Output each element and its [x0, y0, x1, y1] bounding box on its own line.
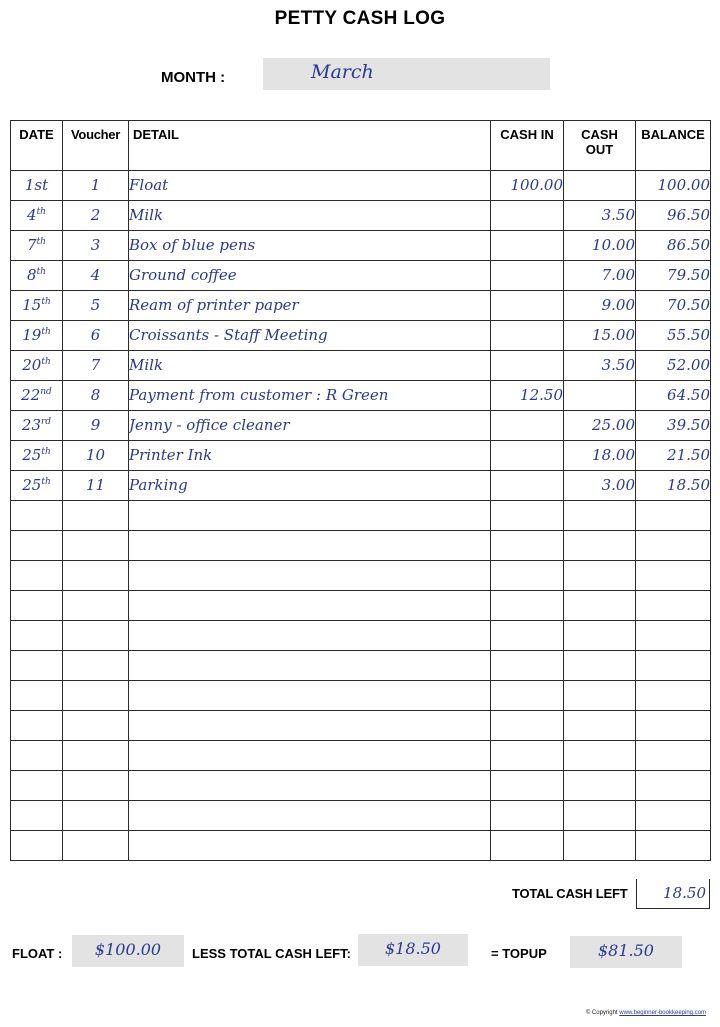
- cash-out-cell[interactable]: [564, 801, 636, 831]
- detail-cell[interactable]: [129, 531, 491, 561]
- cash-in-cell[interactable]: [491, 801, 564, 831]
- cash-in-cell[interactable]: [491, 441, 564, 471]
- copyright-text: © Copyright: [585, 1010, 618, 1016]
- date-cell[interactable]: [11, 171, 63, 201]
- date-cell[interactable]: [11, 591, 63, 621]
- table-row: [11, 741, 711, 771]
- date-day: 7: [27, 236, 37, 254]
- date-cell[interactable]: [11, 801, 63, 831]
- date-cell[interactable]: [11, 351, 63, 381]
- total-cash-left-value[interactable]: 18.50: [636, 879, 710, 909]
- month-label: MONTH :: [161, 69, 226, 86]
- cash-out-cell[interactable]: 7.00: [564, 261, 636, 291]
- date-suffix: rd: [41, 417, 52, 427]
- table-row: [11, 381, 711, 411]
- detail-cell[interactable]: [129, 621, 491, 651]
- balance-cell[interactable]: [636, 801, 711, 831]
- cash-in-cell[interactable]: [491, 471, 564, 501]
- detail-cell[interactable]: Jenny - office cleaner: [129, 411, 491, 441]
- balance-cell[interactable]: 21.50: [636, 441, 711, 471]
- cash-in-cell[interactable]: [491, 621, 564, 651]
- detail-cell[interactable]: Payment from customer : R Green: [129, 381, 491, 411]
- detail-cell[interactable]: [129, 651, 491, 681]
- copyright-notice: [586, 1010, 706, 1016]
- cash-in-cell[interactable]: [491, 291, 564, 321]
- petty-cash-table: [10, 120, 711, 861]
- cash-out-cell[interactable]: 15.00: [564, 321, 636, 351]
- less-total-cash-left-value[interactable]: $18.50: [358, 934, 468, 966]
- table-row: [11, 591, 711, 621]
- voucher-cell[interactable]: 8: [63, 381, 129, 411]
- table-row: [11, 711, 711, 741]
- voucher-cell[interactable]: 2: [63, 201, 129, 231]
- table-row: [11, 801, 711, 831]
- cash-in-cell[interactable]: [491, 651, 564, 681]
- cash-out-cell[interactable]: [564, 621, 636, 651]
- voucher-cell[interactable]: [63, 681, 129, 711]
- balance-cell[interactable]: [636, 651, 711, 681]
- cash-out-cell[interactable]: [564, 741, 636, 771]
- detail-cell[interactable]: [129, 561, 491, 591]
- cash-in-cell[interactable]: 12.50: [491, 381, 564, 411]
- balance-cell[interactable]: [636, 741, 711, 771]
- cash-in-cell[interactable]: [491, 411, 564, 441]
- voucher-cell[interactable]: 7: [63, 351, 129, 381]
- balance-cell[interactable]: [636, 621, 711, 651]
- date-cell[interactable]: [11, 771, 63, 801]
- cash-in-cell[interactable]: [491, 321, 564, 351]
- date-cell[interactable]: [11, 471, 63, 501]
- float-label: FLOAT :: [12, 946, 63, 961]
- date-suffix: th: [36, 237, 46, 247]
- less-total-cash-left-label: LESS TOTAL CASH LEFT:: [192, 946, 351, 961]
- cash-out-cell[interactable]: [564, 681, 636, 711]
- cash-in-cell[interactable]: [491, 501, 564, 531]
- balance-cell[interactable]: 64.50: [636, 381, 711, 411]
- cash-out-cell[interactable]: [564, 171, 636, 201]
- table-row: [11, 681, 711, 711]
- col-header-cash-out-line2: OUT: [585, 142, 614, 157]
- date-suffix: nd: [40, 387, 52, 397]
- cash-out-cell[interactable]: [564, 531, 636, 561]
- date-cell[interactable]: [11, 231, 63, 261]
- table-header-row: [11, 121, 711, 171]
- voucher-cell[interactable]: [63, 741, 129, 771]
- balance-cell[interactable]: 18.50: [636, 471, 711, 501]
- date-cell[interactable]: [11, 681, 63, 711]
- cash-out-cell[interactable]: [564, 591, 636, 621]
- balance-cell[interactable]: 100.00: [636, 171, 711, 201]
- cash-out-cell[interactable]: [564, 561, 636, 591]
- topup-value[interactable]: $81.50: [570, 936, 682, 968]
- date-suffix: th: [36, 207, 46, 217]
- cash-out-cell[interactable]: 18.00: [564, 441, 636, 471]
- voucher-cell[interactable]: [63, 801, 129, 831]
- detail-cell[interactable]: Box of blue pens: [129, 231, 491, 261]
- table-row: [11, 651, 711, 681]
- detail-cell[interactable]: Ground coffee: [129, 261, 491, 291]
- date-cell[interactable]: [11, 321, 63, 351]
- cash-in-cell[interactable]: [491, 591, 564, 621]
- page-title: PETTY CASH LOG: [274, 8, 446, 29]
- table-row: [11, 411, 711, 441]
- table-row: [11, 621, 711, 651]
- detail-cell[interactable]: [129, 771, 491, 801]
- detail-cell[interactable]: [129, 801, 491, 831]
- voucher-cell[interactable]: [63, 831, 129, 861]
- cash-in-cell[interactable]: [491, 831, 564, 861]
- detail-cell[interactable]: [129, 501, 491, 531]
- table-row: [11, 321, 711, 351]
- cash-out-cell[interactable]: 3.50: [564, 351, 636, 381]
- table-row: [11, 201, 711, 231]
- table-row: [11, 771, 711, 801]
- voucher-cell[interactable]: [63, 711, 129, 741]
- copyright-link[interactable]: www.beginner-bookkeeping.com: [619, 1010, 706, 1016]
- topup-label: = TOPUP: [491, 946, 547, 961]
- date-day: 8: [27, 266, 37, 284]
- col-header-cash-out-line1: CASH: [581, 127, 618, 142]
- date-cell[interactable]: [11, 651, 63, 681]
- table-row: [11, 261, 711, 291]
- voucher-cell[interactable]: [63, 771, 129, 801]
- balance-cell[interactable]: 39.50: [636, 411, 711, 441]
- date-cell[interactable]: [11, 711, 63, 741]
- cash-in-cell[interactable]: [491, 231, 564, 261]
- table-row: [11, 231, 711, 261]
- table-row: [11, 831, 711, 861]
- cash-in-cell[interactable]: [491, 681, 564, 711]
- table-row: [11, 171, 711, 201]
- table-row: [11, 531, 711, 561]
- date-cell[interactable]: [11, 621, 63, 651]
- detail-cell[interactable]: Ream of printer paper: [129, 291, 491, 321]
- date-suffix: th: [41, 297, 51, 307]
- cash-in-cell[interactable]: [491, 261, 564, 291]
- detail-cell[interactable]: Milk: [129, 201, 491, 231]
- date-cell[interactable]: [11, 441, 63, 471]
- balance-cell[interactable]: 70.50: [636, 291, 711, 321]
- date-suffix: th: [41, 477, 51, 487]
- detail-cell[interactable]: [129, 681, 491, 711]
- table-row: [11, 441, 711, 471]
- cash-in-cell[interactable]: [491, 201, 564, 231]
- date-suffix: th: [41, 357, 51, 367]
- detail-cell[interactable]: [129, 741, 491, 771]
- cash-out-cell[interactable]: [564, 381, 636, 411]
- table-row: [11, 501, 711, 531]
- date-day: 25: [22, 446, 42, 464]
- date-suffix: th: [41, 447, 51, 457]
- date-day: 4: [27, 206, 37, 224]
- float-value[interactable]: $100.00: [72, 935, 184, 967]
- balance-cell[interactable]: [636, 591, 711, 621]
- date-cell[interactable]: [11, 741, 63, 771]
- date-cell[interactable]: [11, 201, 63, 231]
- date-day: 19: [22, 326, 42, 344]
- date-suffix: th: [36, 267, 46, 277]
- cash-in-cell[interactable]: [491, 351, 564, 381]
- voucher-cell[interactable]: [63, 531, 129, 561]
- balance-cell[interactable]: 79.50: [636, 261, 711, 291]
- date-cell[interactable]: [11, 381, 63, 411]
- balance-cell[interactable]: [636, 531, 711, 561]
- date-day: 23: [21, 416, 41, 434]
- cash-out-cell[interactable]: 9.00: [564, 291, 636, 321]
- voucher-cell[interactable]: [63, 501, 129, 531]
- table-row: [11, 291, 711, 321]
- col-header-cash-out: [564, 121, 636, 171]
- cash-in-cell[interactable]: [491, 531, 564, 561]
- voucher-cell[interactable]: 4: [63, 261, 129, 291]
- cash-in-cell[interactable]: [491, 771, 564, 801]
- table-row: [11, 351, 711, 381]
- col-header-date: DATE: [11, 121, 63, 171]
- date-day: 25: [22, 476, 42, 494]
- date-cell[interactable]: [11, 831, 63, 861]
- cash-out-cell[interactable]: 3.50: [564, 201, 636, 231]
- voucher-cell[interactable]: [63, 651, 129, 681]
- detail-cell[interactable]: [129, 831, 491, 861]
- month-value: March: [311, 61, 374, 83]
- voucher-cell[interactable]: 1: [63, 171, 129, 201]
- date-cell[interactable]: [11, 561, 63, 591]
- balance-cell[interactable]: 96.50: [636, 201, 711, 231]
- table-row: [11, 561, 711, 591]
- voucher-cell[interactable]: 6: [63, 321, 129, 351]
- voucher-cell[interactable]: 10: [63, 441, 129, 471]
- date-cell[interactable]: [11, 291, 63, 321]
- date-day: 22: [21, 386, 41, 404]
- voucher-cell[interactable]: [63, 561, 129, 591]
- voucher-cell[interactable]: 5: [63, 291, 129, 321]
- col-header-balance: BALANCE: [636, 121, 711, 171]
- cash-out-cell[interactable]: [564, 501, 636, 531]
- balance-cell[interactable]: 86.50: [636, 231, 711, 261]
- cash-in-cell[interactable]: [491, 741, 564, 771]
- detail-cell[interactable]: Float: [129, 171, 491, 201]
- date-day: 20: [22, 356, 42, 374]
- balance-cell[interactable]: 55.50: [636, 321, 711, 351]
- voucher-cell[interactable]: [63, 621, 129, 651]
- date-cell[interactable]: [11, 411, 63, 441]
- col-header-voucher: Voucher: [63, 121, 129, 171]
- balance-cell[interactable]: [636, 771, 711, 801]
- balance-cell[interactable]: [636, 831, 711, 861]
- table-body: [11, 171, 711, 861]
- cash-out-cell[interactable]: 3.00: [564, 471, 636, 501]
- col-header-detail: DETAIL: [129, 121, 491, 171]
- col-header-cash-in: CASH IN: [491, 121, 564, 171]
- date-day: 1st: [24, 176, 49, 194]
- detail-cell[interactable]: [129, 711, 491, 741]
- cash-in-cell[interactable]: [491, 711, 564, 741]
- balance-cell[interactable]: [636, 681, 711, 711]
- month-field[interactable]: [263, 58, 550, 90]
- detail-cell[interactable]: Parking: [129, 471, 491, 501]
- cash-out-cell[interactable]: [564, 771, 636, 801]
- date-cell[interactable]: [11, 261, 63, 291]
- balance-cell[interactable]: [636, 711, 711, 741]
- date-suffix: th: [41, 327, 51, 337]
- date-cell[interactable]: [11, 531, 63, 561]
- cash-out-cell[interactable]: [564, 711, 636, 741]
- table-row: [11, 471, 711, 501]
- total-cash-left-label: TOTAL CASH LEFT: [512, 886, 628, 901]
- voucher-cell[interactable]: 11: [63, 471, 129, 501]
- detail-cell[interactable]: Milk: [129, 351, 491, 381]
- cash-out-cell[interactable]: [564, 651, 636, 681]
- balance-cell[interactable]: [636, 561, 711, 591]
- detail-cell[interactable]: Printer Ink: [129, 441, 491, 471]
- detail-cell[interactable]: Croissants - Staff Meeting: [129, 321, 491, 351]
- voucher-cell[interactable]: [63, 591, 129, 621]
- cash-out-cell[interactable]: 25.00: [564, 411, 636, 441]
- cash-in-cell[interactable]: [491, 561, 564, 591]
- date-cell[interactable]: [11, 501, 63, 531]
- cash-out-cell[interactable]: [564, 831, 636, 861]
- date-day: 15: [22, 296, 42, 314]
- cash-out-cell[interactable]: 10.00: [564, 231, 636, 261]
- voucher-cell[interactable]: 9: [63, 411, 129, 441]
- balance-cell[interactable]: 52.00: [636, 351, 711, 381]
- balance-cell[interactable]: [636, 501, 711, 531]
- cash-in-cell[interactable]: 100.00: [491, 171, 564, 201]
- voucher-cell[interactable]: 3: [63, 231, 129, 261]
- detail-cell[interactable]: [129, 591, 491, 621]
